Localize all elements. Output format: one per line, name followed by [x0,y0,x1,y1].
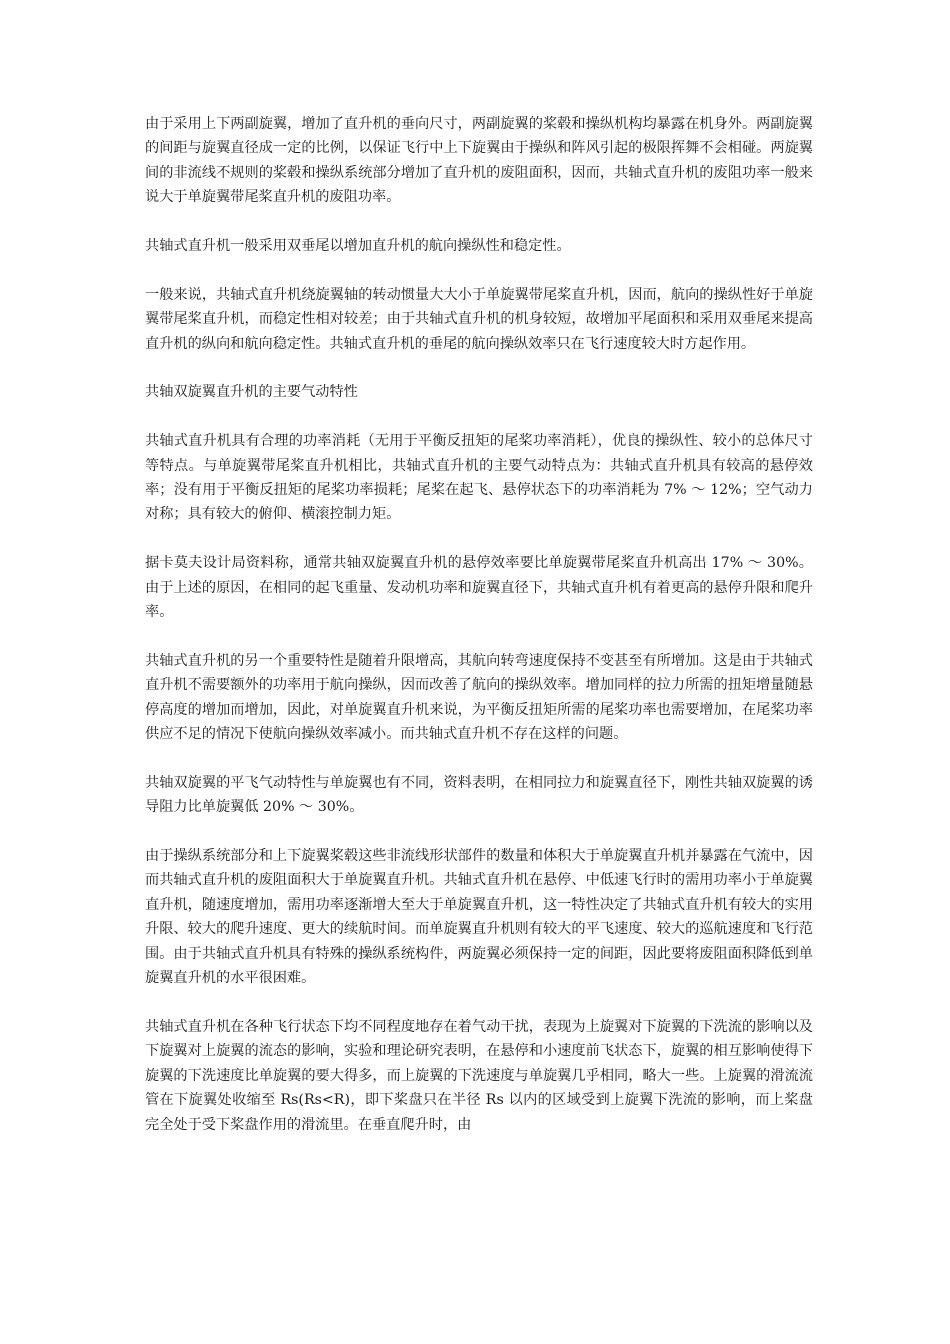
paragraph-turn-rate-altitude: 共轴式直升机的另一个重要特性是随着升限增高，其航向转弯速度保持不变甚至有所增加。这是由于共轴式直升机不需要额外的功率用于航向操纵，因而改善了航向的操纵效率。增加同样的拉力所需的扭矩增量随悬停高度的增加而增加，因此，对单旋翼直升机来说，为平衡反扭矩所需的尾桨功率也需要增加，在尾桨功率供应不足的情况下使航向操纵效率减小。而共轴式直升机不存在这样的问题。 [145,652,813,743]
section-heading-aerodynamic-characteristics: 共轴双旋翼直升机的主要气动特性 [145,384,358,401]
paragraph-power-consumption-features: 共轴式直升机具有合理的功率消耗（无用于平衡反扭矩的尾桨功率消耗），优良的操纵性、较小的总体尺寸等特点。与单旋翼带尾桨直升机相比，共轴式直升机的主要气动特点为：共轴式直升机具有较高的悬停效率；没有用于平衡反扭矩的尾桨功率损耗；尾桨在起飞、悬停状态下的功率消耗为 7% ～ 12%；空气动力对称；具有较大的俯仰、横滚控制力矩。 [145,433,813,523]
paragraph-hover-efficiency: 据卡莫夫设计局资料称，通常共轴双旋翼直升机的悬停效率要比单旋翼带尾桨直升机高出 17% ～ 30%。由于上述的原因，在相同的起飞重量、发动机功率和旋翼直径下，共轴式直升机有着更高的悬停升限和爬升率。 [145,555,813,621]
paragraph-aerodynamic-interference: 共轴式直升机在各种飞行状态下均不同程度地存在着气动干扰，表现为上旋翼对下旋翼的下洗流的影响以及下旋翼对上旋翼的流态的影响，实验和理论研究表明，在悬停和小速度前飞状态下，旋翼的相互影响使得下旋翼的下洗速度比单旋翼的要大得多，而上旋翼的下洗速度与单旋翼几乎相同，略大一些。上旋翼的滑流流管在下旋翼处收缩至 Rs(Rs<R)，即下桨盘只在半径 Rs 以内的区域受到上旋翼下洗流的影响，而上桨盘完全处于受下桨盘作用的滑流里。在垂直爬升时，由 [145,1018,813,1133]
paragraph-parasite-drag-area: 由于操纵系统部分和上下旋翼桨毂这些非流线形状部件的数量和体积大于单旋翼直升机并暴露在气流中，因而共轴式直升机的废阻面积大于单旋翼直升机。共轴式直升机在悬停、中低速飞行时的需用功率小于单旋翼直升机，随速度增加，需用功率逐渐增大至大于单旋翼直升机，这一特性决定了共轴式直升机有较大的实用升限、较大的爬升速度、更大的续航时间。而单旋翼直升机则有较大的平飞速度、较大的巡航速度和飞行范围。由于共轴式直升机具有特殊的操纵系统构件，两旋翼必须保持一定的间距，因此要将废阻面积降低到单旋翼直升机的水平很困难。 [145,848,813,987]
paragraph-yaw-control-stability: 一般来说，共轴式直升机绕旋翼轴的转动惯量大大小于单旋翼带尾桨直升机，因而，航向的操纵性好于单旋翼带尾桨直升机，而稳定性相对较差；由于共轴式直升机的机身较短，故增加平尾面积和采用双垂尾来提高直升机的纵向和航向稳定性。共轴式直升机的垂尾的航向操纵效率只在飞行速度较大时方起作用。 [145,286,813,352]
paragraph-twin-vertical-tails: 共轴式直升机一般采用双垂尾以增加直升机的航向操纵性和稳定性。 [145,238,571,255]
paragraph-upper-lower-rotor-spacing: 由于采用上下两副旋翼，增加了直升机的垂向尺寸，两副旋翼的桨毂和操纵机构均暴露在机身外。两副旋翼的间距与旋翼直径成一定的比例，以保证飞行中上下旋翼由于操纵和阵风引起的极限挥舞不会相碰。两旋翼间的非流线不规则的桨毂和操纵系统部分增加了直升机的废阻面积，因而，共轴式直升机的废阻功率一般来说大于单旋翼带尾桨直升机的废阻功率。 [145,116,813,206]
paragraph-induced-drag: 共轴双旋翼的平飞气动特性与单旋翼也有不同，资料表明，在相同拉力和旋翼直径下，刚性共轴双旋翼的诱导阻力比单旋翼低 20% ～ 30%。 [145,774,813,816]
document-body [145,112,813,1161]
